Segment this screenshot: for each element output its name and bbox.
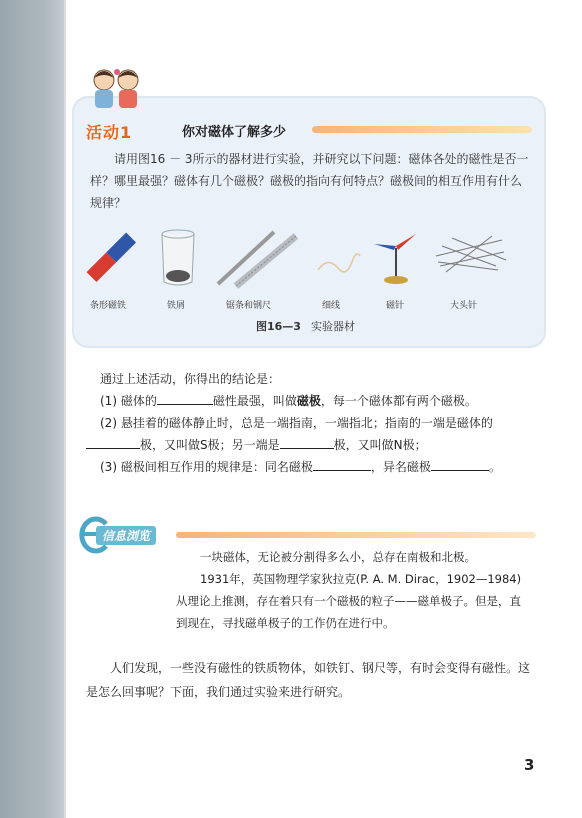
saw-blade-and-ruler-image	[212, 226, 300, 290]
conclusion-item-3: (3) 磁极间相互作用的规律是：同名磁极 ，异名磁极 。	[86, 456, 536, 478]
answer-blank[interactable]	[157, 390, 213, 405]
conclusion-item-2: (2) 悬挂着的磁体静止时，总是一端指南，一端指北；指南的一端是磁体的极，又叫做S极；另一端是 极，又叫做N极；	[86, 412, 536, 456]
answer-blank[interactable]	[86, 434, 140, 449]
label-pins: 大头针	[450, 301, 478, 311]
activity-subtitle: 你对磁体了解多少	[182, 125, 287, 140]
activity-title-bar	[312, 126, 532, 133]
conclusion-item-1: (1) 磁体的 磁性最强，叫做磁极，每一个磁体都有两个磁极。	[86, 390, 536, 412]
label-thread: 细线	[322, 301, 341, 311]
page-number: 3	[524, 756, 535, 774]
info-text	[176, 546, 526, 634]
answer-blank[interactable]	[431, 456, 489, 471]
activity-instructions: 请用图16 － 3所示的器材进行实验，并研究以下问题：磁体各处的磁性是否一样？哪里最强？磁体有几个磁极？磁极的指向有何特点？磁极间的相互作用有什么规律？	[90, 152, 529, 210]
info-paragraph-1: 一块磁体，无论被分割得多么小，总存在南极和北极。	[200, 550, 476, 564]
answer-blank[interactable]	[313, 456, 371, 471]
figure-caption-text: 实验器材	[310, 320, 355, 333]
activity-title: 活动1	[86, 123, 133, 142]
closing-paragraph: 人们发现，一些没有磁性的铁质物体，如铁钉、钢尺等，有时会变得有磁性。这是怎么回事呢？下面，我们通过实验来进行研究。	[86, 661, 531, 699]
compass-needle-image	[370, 226, 420, 290]
conclusions-section	[86, 368, 536, 478]
figure-number: 图16—3	[256, 320, 301, 333]
children-illustration	[86, 66, 146, 110]
pins-image	[432, 226, 508, 290]
label-compass: 磁针	[386, 301, 405, 311]
label-saw-and-ruler: 锯条和钢尺	[226, 301, 272, 311]
info-title-bar	[176, 532, 536, 538]
info-browse-tag: 信息浏览	[96, 526, 156, 545]
figure-caption	[256, 318, 355, 334]
iron-filings-beaker-image	[158, 226, 198, 290]
thread-image	[314, 226, 364, 290]
book-spine-margin	[0, 0, 64, 818]
label-iron-filings: 铁屑	[167, 301, 186, 311]
answer-blank[interactable]	[280, 434, 334, 449]
conclusions-intro: 通过上述活动，你得出的结论是：	[100, 372, 281, 386]
info-paragraph-2: 1931年，英国物理学家狄拉克(P. A. M. Dirac，1902—1984)从理论上推测，存在着只有一个磁极的粒子——磁单极子。但是，直到现在，寻找磁单极子的工作仍在进行中。	[176, 572, 522, 630]
bar-magnet-image	[84, 226, 140, 290]
label-bar-magnet: 条形磁铁	[90, 301, 127, 311]
